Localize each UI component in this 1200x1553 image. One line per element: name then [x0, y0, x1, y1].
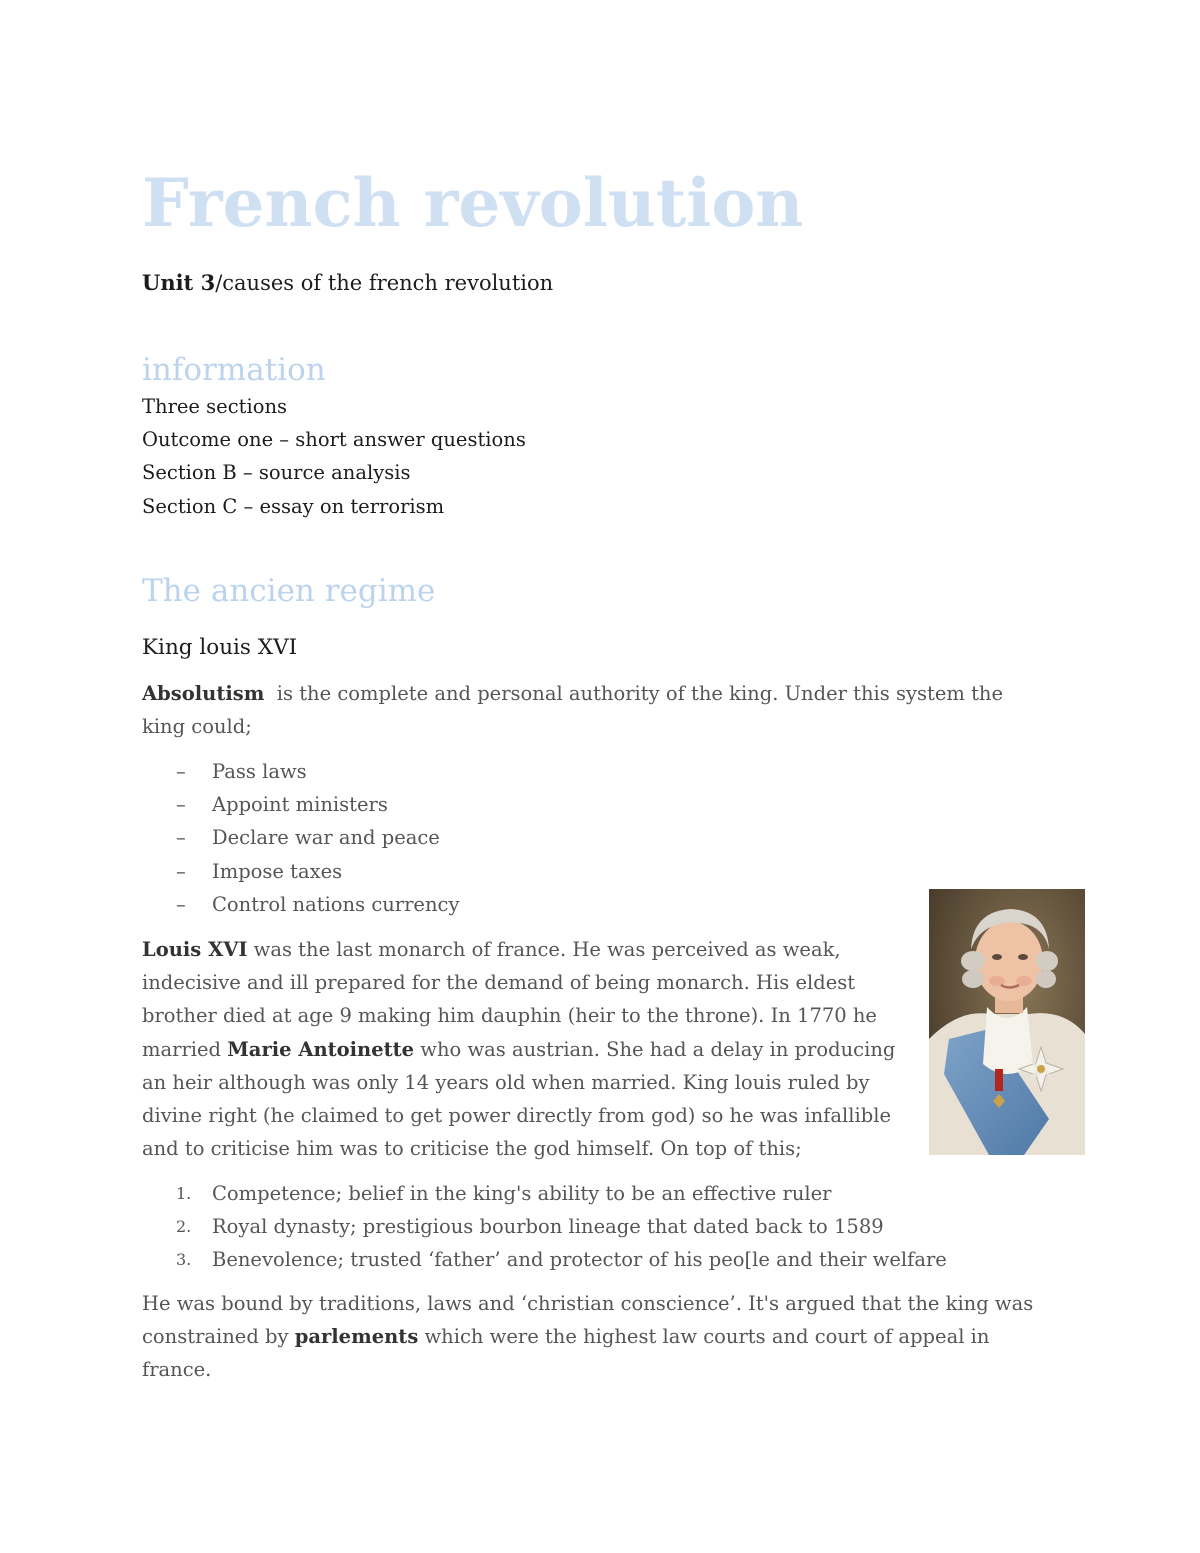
- dash-marker: –: [176, 760, 186, 783]
- list-item: [142, 1210, 947, 1243]
- list-item: [142, 855, 459, 888]
- dash-marker: –: [176, 793, 186, 817]
- dash-marker: –: [176, 892, 186, 916]
- marie-antoinette-name: Marie Antoinette: [227, 1037, 415, 1061]
- louis-xvi-paragraph: [142, 933, 917, 1165]
- information-heading: information: [142, 352, 326, 388]
- louis-text-part: who was austrian. She had a delay in producing an heir although was only 14 years old when married. King louis ruled by divine right (he claimed to get power directly from god) so he was infallible and to criticise him was to criticise the god himself. On top of this;: [142, 1037, 896, 1161]
- page-subtitle: [142, 268, 553, 298]
- louis-text-part: was the last monarch of france. He was perceived as weak, indecisive and ill prepared for the demand of being monarch. His eldest brother died at age 9 making him dauphin (heir to the throne). In 1770 he married: [142, 938, 877, 1061]
- list-item: [142, 788, 459, 821]
- list-item-text: Impose taxes: [212, 859, 343, 883]
- king-louis-subheading: King louis XVI: [142, 635, 298, 660]
- absolutism-term: Absolutism: [142, 682, 265, 705]
- unit-topic: /causes of the french revolution: [215, 271, 554, 295]
- parlements-paragraph: [142, 1287, 1042, 1387]
- list-item-text: Declare war and peace: [212, 826, 440, 850]
- list-item: [142, 1243, 947, 1276]
- louis-name: Louis XVI: [142, 938, 248, 961]
- list-item: [142, 821, 459, 854]
- list-item-text: Control nations currency: [212, 892, 460, 916]
- closing-text-part: He was bound by traditions, laws and ‘christian conscience’. It's argued that the king was constrained by: [142, 1292, 1034, 1349]
- absolutism-paragraph: [142, 677, 1042, 743]
- list-item-text: Competence; belief in the king's ability to be an effective ruler: [212, 1182, 832, 1205]
- portrait-illustration: [929, 889, 1085, 1155]
- information-lines: [142, 390, 526, 523]
- list-item-text: Appoint ministers: [212, 793, 388, 817]
- list-item-text: Benevolence; trusted ‘father’ and protector of his peo[le and their welfare: [212, 1248, 947, 1272]
- king-qualities-list: [142, 1177, 947, 1277]
- dash-marker: –: [176, 826, 186, 850]
- louis-xvi-portrait-image: [929, 889, 1085, 1155]
- page-title: French revolution: [142, 164, 804, 242]
- list-number: 3.: [176, 1250, 192, 1270]
- info-line: Three sections: [142, 395, 288, 418]
- info-line: Section B – source analysis: [142, 461, 411, 485]
- unit-label: Unit 3: [142, 270, 216, 295]
- closing-text-part: which were the highest law courts and court of appeal in france.: [142, 1325, 990, 1382]
- king-powers-list: [142, 755, 459, 921]
- list-item: [142, 1177, 947, 1210]
- list-item-text: Royal dynasty; prestigious bourbon lineage that dated back to 1589: [212, 1215, 884, 1239]
- list-number: 1.: [176, 1184, 192, 1203]
- list-item: [142, 755, 459, 788]
- dash-marker: –: [176, 859, 186, 883]
- absolutism-text: is the complete and personal authority of the king. Under this system the king could;: [142, 682, 1010, 739]
- info-line: Section C – essay on terrorism: [142, 494, 445, 518]
- list-number: 2.: [176, 1217, 192, 1237]
- list-item: [142, 888, 459, 921]
- ancien-regime-heading: The ancien regime: [142, 573, 436, 609]
- list-item-text: Pass laws: [212, 760, 307, 783]
- parlements-term: parlements: [294, 1325, 419, 1349]
- info-line: Outcome one – short answer questions: [142, 428, 526, 452]
